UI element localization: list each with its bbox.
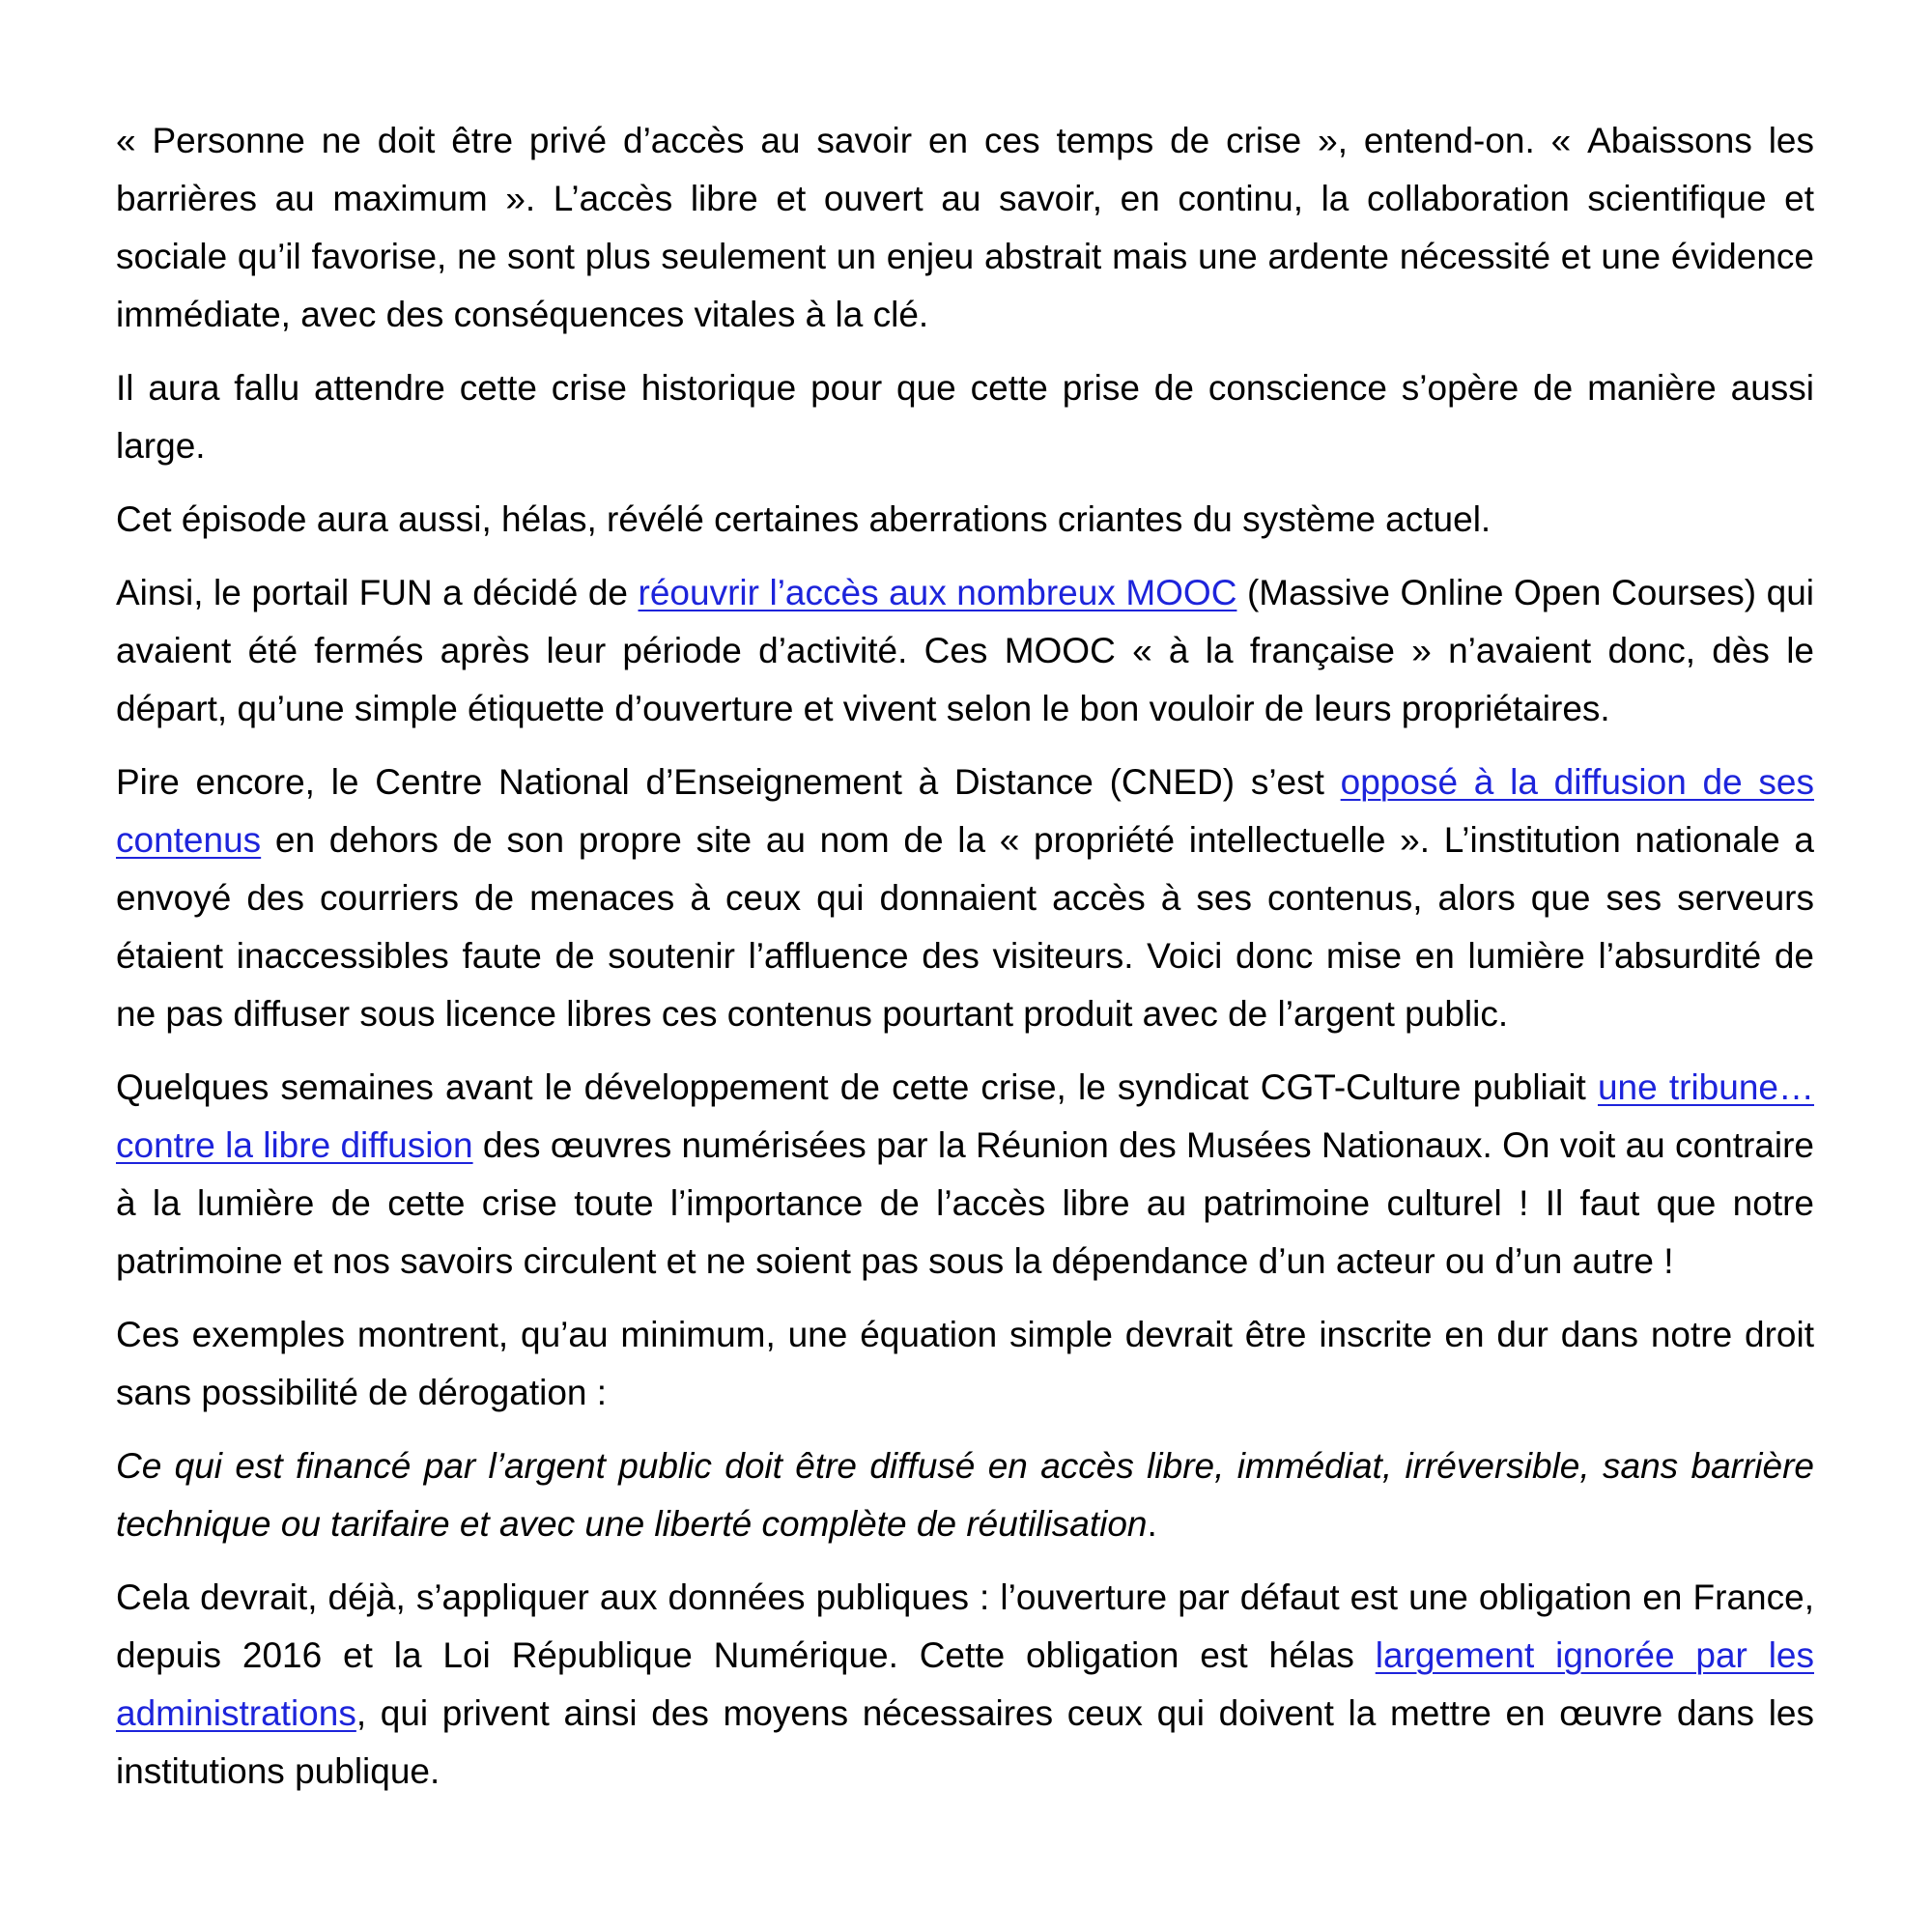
paragraph-text: Cet épisode aura aussi, hélas, révélé certaines aberrations criantes du système actuel. (116, 499, 1492, 539)
paragraph-principe-italique (116, 1437, 1814, 1553)
paragraph-text: , qui privent ainsi des moyens nécessaires ceux qui doivent la mettre en œuvre dans les institutions publique. (116, 1693, 1814, 1791)
paragraph-access-knowledge (116, 112, 1814, 344)
paragraph-aberrations (116, 491, 1814, 549)
paragraph-text: Ainsi, le portail FUN a décidé de (116, 573, 639, 612)
paragraph-text: . (1147, 1504, 1157, 1544)
paragraph-text: en dehors de son propre site au nom de la « propriété intellectuelle ». L’institution nationale a envoyé des courriers de menaces à ceux qui donnaient accès à ses contenus, alors que ses serveurs étaient inaccessibles faute de soutenir l’affluence des visiteurs. Voici donc mise en lumière l’absurdité de ne pas diffuser sous licence libres ces contenus pourtant produit avec de l’argent public. (116, 820, 1814, 1034)
paragraph-cgt-culture (116, 1059, 1814, 1291)
paragraph-crise-historique (116, 359, 1814, 475)
principle-emphasis-text: Ce qui est financé par l’argent public doit être diffusé en accès libre, immédiat, irréversible, sans barrière technique ou tarifaire et avec une liberté complète de réutilisation (116, 1446, 1814, 1544)
paragraph-equation-simple (116, 1306, 1814, 1422)
paragraph-text: Quelques semaines avant le développement de cette crise, le syndicat CGT-Culture publiait (116, 1067, 1598, 1107)
paragraph-portail-fun (116, 564, 1814, 738)
paragraph-text: Ces exemples montrent, qu’au minimum, une équation simple devrait être inscrite en dur dans notre droit sans possibilité de dérogation : (116, 1315, 1814, 1412)
link-reouvrir-acces-mooc[interactable]: réouvrir l’accès aux nombreux MOOC (638, 573, 1237, 612)
paragraph-text: Cela devrait, déjà, s’appliquer aux données publiques : l’ouverture par défaut est une obligation en France, depuis 2016 et la Loi République Numérique. Cette obligation est hélas (116, 1577, 1814, 1675)
paragraph-text: des œuvres numérisées par la Réunion des Musées Nationaux. On voit au contraire à la lumière de cette crise toute l’importance de l’accès libre au patrimoine culturel ! Il faut que notre patrimoine et nos savoirs circulent et ne soient pas sous la dépendance d’un acteur ou d’un autre ! (116, 1125, 1815, 1281)
link-tribune-contre-libre-diffusion[interactable]: une tribune… contre la libre diffusion (116, 1067, 1814, 1165)
paragraph-text: Il aura fallu attendre cette crise historique pour que cette prise de conscience s’opère de manière aussi large. (116, 368, 1814, 466)
paragraph-text: (Massive Online Open Courses) qui avaient été fermés après leur période d’activité. Ces MOOC « à la française » n’avaient donc, dès le départ, qu’une simple étiquette d’ouverture et vivent selon le bon vouloir de leurs propriétaires. (116, 573, 1815, 728)
link-largement-ignoree-administrations[interactable]: largement ignorée par les administrations (116, 1635, 1814, 1733)
paragraph-text: Pire encore, le Centre National d’Enseignement à Distance (CNED) s’est (116, 762, 1341, 802)
paragraph-donnees-publiques (116, 1569, 1814, 1801)
link-oppose-diffusion-contenus[interactable]: opposé à la diffusion de ses contenus (116, 762, 1814, 860)
paragraph-text: « Personne ne doit être privé d’accès au savoir en ces temps de crise », entend-on. « Abaissons les barrières au maximum ». L’accès libre et ouvert au savoir, en continu, la collaboration scientifique et sociale qu’il favorise, ne sont plus seulement un enjeu abstrait mais une ardente nécessité et une évidence immédiate, avec des conséquences vitales à la clé. (116, 121, 1814, 334)
paragraph-cned (116, 753, 1814, 1043)
